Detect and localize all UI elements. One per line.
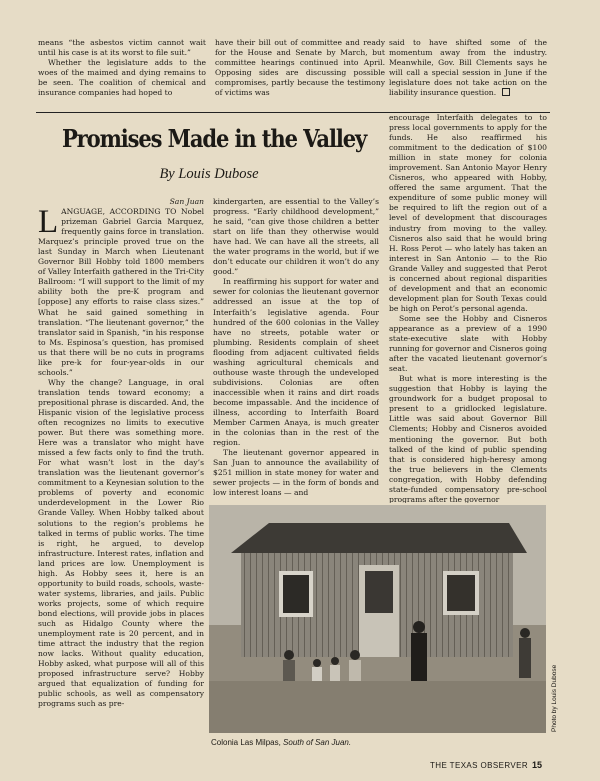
paragraph: have their bill out of committee and ready for the House and Senate by March, but committee hearings continued into April. Opposing sides are discussing possible compromises, partly because the testimony of victims was — [215, 38, 385, 98]
continued-column-1 — [38, 38, 206, 112]
paragraph: Some see the Hobby and Cisneros appearance as a preview of a 1990 state-executive slate with Hobby running for governor and Cisneros going after the vacated lieutenant governor’s seat. — [389, 313, 547, 374]
lead-paragraph — [38, 204, 204, 378]
paragraph: But what is more interesting is the suggestion that Hobby is laying the groundwork for a budget proposal to present to a gridlocked legislature. Little was said about Governor Bill Clements; Hobby and Cisneros avoided mentioning the governor. But both talked of the kind of public spending that is considered high-heresy among the true believers in the Clements congregation, with Hobby defending state-funded compensatory pre-school programs after the governor — [389, 374, 547, 503]
lead-text: Nobel prizeman Gabriel Garcia Marquez, frequently gains force in translation. Marquez’s principle proved true on the last Sunday in March when Lieutenant Governor Bill Hobby told 1800 members of Valley Interfaith gathered in the Tri-City Ballroom: “I will support to the limit of my ability both the pre-K program and [oppose] any efforts to raise class sizes.” What he said gained something in translation. “The lieutenant governor,” the translator said in Spanish, “in his response to Ms. Espinosa’s question, has promised us that there will be no cuts in programs like pre-k for four-year-olds in our schools.” — [38, 207, 204, 377]
paragraph-text: said to have shifted some of the momentum away from the industry. Meanwhile, Gov. Bill Clements says he will call a special session in June if the legislature does not take action on the liability insurance question. — [389, 38, 547, 98]
article-title: Promises Made in the Valley — [61, 124, 367, 153]
drop-cap: L — [38, 204, 59, 241]
paragraph: In reaffirming his support for water and sewer for colonias the lieutenant governor addressed an issue at the top of Interfaith’s legislative agenda. Four hundred of the 600 colonias in the Valley have no streets, potable water or plumbing. Residents complain of sheet flooding from adjacent cultivated fields washing agricultural chemicals and outhouse waste through the undeveloped subdivisions. Colonias are often inaccessible when it rains and dirt roads become impassable. And the incidence of illness, according to Interfaith Board Member Carmen Anaya, is much greater in the colonias than in the rest of the region. — [213, 277, 379, 448]
continued-column-3 — [389, 38, 547, 112]
paragraph: The lieutenant governor appeared in San Juan to announce the availability of $251 million in state money for water and sewer projects — in the form of bonds and low interest loans — and — [213, 448, 379, 498]
photo-credit: Photo by Louis Dubose — [551, 664, 558, 732]
lead-in: ANGUAGE, ACCORDING TO — [61, 207, 177, 217]
end-mark-icon — [502, 88, 510, 96]
dateline: San Juan — [169, 197, 204, 206]
continued-column-2 — [215, 38, 385, 112]
caption-place: South of San Juan. — [280, 738, 352, 747]
colonia-photo — [209, 505, 546, 733]
paragraph — [389, 38, 547, 98]
house-photo-illustration — [209, 505, 546, 733]
paragraph: Why the change? Language, in oral translation tends toward economy; a prepositional phrase is discarded. And, the Hispanic vision of the legislative process often recognizes no limits to executive power. But there was something more. Here was a translator who might have missed a few facts only to find the truth. For what wasn’t lost in the day’s translation was the lieutenant governor’s commitment to a Keynesian solution to the problems of poverty and economic underdevelopment in the Lower Rio Grande Valley. When Hobby talked about solutions to the region’s problems he talked in terms of public works. The time is right, he argued, to develop infrastructure. Interest rates, inflation and land prices are low. Unemployment is high. As Hobby sees it, here is an opportunity to build roads, schools, waste-water systems, libraries, and jails. Public works projects, some of which require bond elections, will provide jobs in places such as Hidalgo County where the unemployment rate is 20 percent, and in time attract the industry that the region now lacks. Without quality education, Hobby asked, what purpose will all of this proposed infrastructure serve? Hobby argued that equalization of funding for public schools, as well as compensatory programs such as pre- — [38, 377, 204, 709]
caption-name: Colonia Las Milpas, — [211, 738, 281, 747]
paragraph: Whether the legislature adds to the woes of the maimed and dying remains to be seen. The coalition of chemical and insurance companies had hoped to — [38, 58, 206, 98]
paragraph: kindergarten, are essential to the Valley’s progress. “Early childhood development,” he said, “can give those children a better start on life than they otherwise would have had. We can have all the streets, all the water programs in the world, but if we don’t educate our children it won’t do any good.” — [213, 197, 379, 277]
paragraph: means “the asbestos victim cannot wait until his case is at its worst to file suit.” — [38, 38, 206, 58]
byline: By Louis Dubose — [159, 166, 259, 182]
article-column-3 — [389, 113, 547, 503]
paragraph: encourage Interfaith delegates to to press local governments to apply for the funds. He also reaffirmed his commitment to the dedication of $100 million in state money for colonia improvement. San Antonio Mayor Henry Cisneros, who appeared with Hobby, offered the same argument. That the expenditure of some public money will be required to lift the region out of a level of development that discourages industry from moving to the valley. Cisneros also said that he would bring H. Ross Perot — who lately has taken an interest in San Antonio — to the Rio Grande Valley and suggested that Perot is concerned about regional disparities of development and that an economic development plan for South Texas could be high on Perot’s personal agenda. — [389, 113, 547, 313]
photo-caption — [211, 738, 351, 747]
article-column-2 — [213, 197, 379, 502]
page-number: 15 — [532, 760, 543, 770]
article-column-1 — [38, 197, 204, 757]
publication-name: THE TEXAS OBSERVER — [430, 761, 529, 770]
